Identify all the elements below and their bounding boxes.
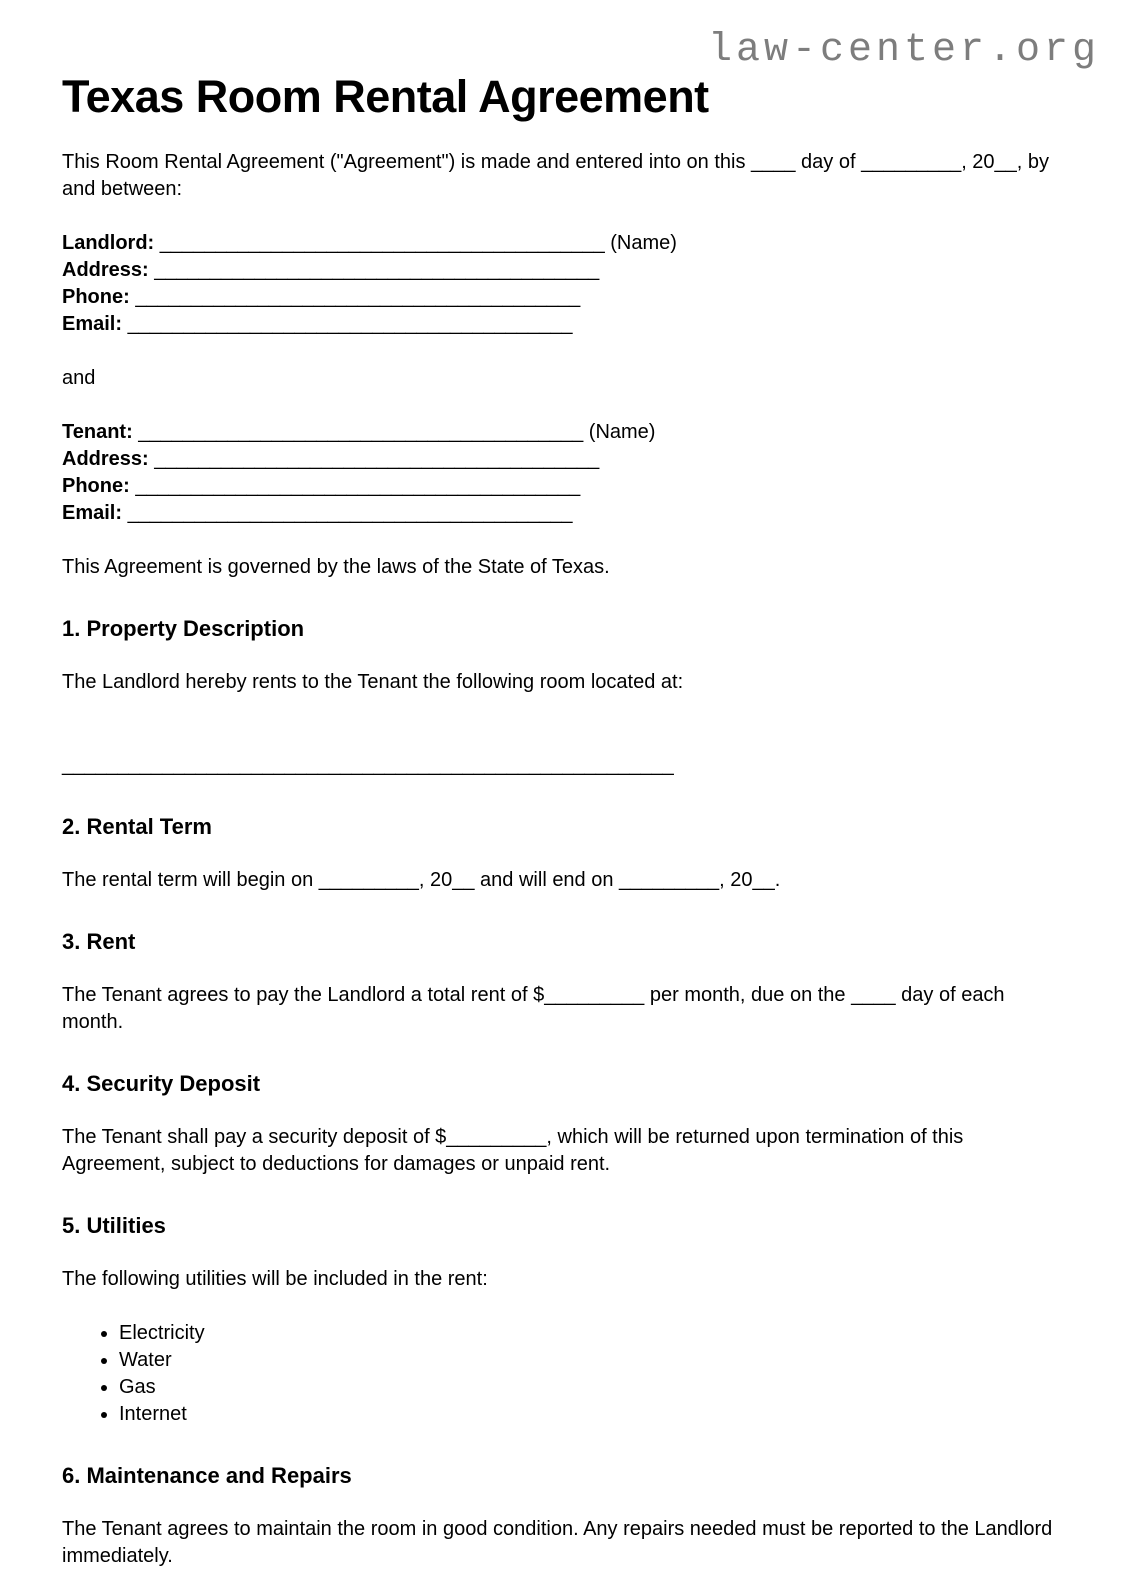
- section-1-heading: 1. Property Description: [62, 615, 305, 641]
- section-2-heading: 2. Rental Term: [62, 813, 212, 839]
- tenant-phone-label: Phone:: [62, 474, 130, 497]
- section-5-heading: 5. Utilities: [62, 1212, 166, 1238]
- landlord-phone-row: [62, 284, 1070, 311]
- watermark-law-center-org: law-center.org: [707, 28, 1100, 73]
- connector-and: and: [62, 366, 96, 389]
- tenant-phone-row: [62, 473, 1070, 500]
- utility-item-water: • Water: [119, 1347, 1070, 1374]
- landlord-name-blank: ________________________________________: [159, 231, 605, 254]
- document-title: Texas Room Rental Agreement: [62, 71, 709, 122]
- tenant-address-label: Address:: [62, 447, 149, 470]
- landlord-email-row: [62, 311, 1070, 338]
- landlord-name-suffix: (Name): [610, 231, 677, 254]
- section-3-heading: 3. Rent: [62, 928, 136, 954]
- tenant-email-blank: ________________________________________: [127, 501, 573, 524]
- landlord-phone-label: Phone:: [62, 285, 130, 308]
- section-4-heading: 4. Security Deposit: [62, 1070, 261, 1096]
- landlord-address-row: [62, 257, 1070, 284]
- utilities-list: [62, 1320, 1070, 1428]
- landlord-block: [62, 230, 1070, 338]
- intro-paragraph: This Room Rental Agreement ("Agreement") is made and entered into on this ____ day of _________, 20__, by and between:: [62, 150, 1050, 200]
- landlord-email-label: Email:: [62, 312, 123, 335]
- tenant-email-label: Email:: [62, 501, 123, 524]
- section-3-body: The Tenant agrees to pay the Landlord a total rent of $_________ per month, due on the ____ day of each month.: [62, 983, 1005, 1033]
- tenant-email-row: [62, 500, 1070, 527]
- landlord-label: Landlord:: [62, 231, 155, 254]
- landlord-phone-blank: ________________________________________: [135, 285, 581, 308]
- landlord-name-row: [62, 230, 1070, 257]
- section-2-body: The rental term will begin on _________, 20__ and will end on _________, 20__.: [62, 868, 781, 891]
- tenant-label: Tenant:: [62, 420, 133, 443]
- section-4-body: The Tenant shall pay a security deposit of $_________, which will be returned upon termination of this Agreement, subject to deductions for damages or unpaid rent.: [62, 1125, 964, 1175]
- utility-item-electricity: • Electricity: [119, 1320, 1070, 1347]
- utility-item-gas: • Gas: [119, 1374, 1070, 1401]
- landlord-address-blank: ________________________________________: [154, 258, 600, 281]
- tenant-name-suffix: (Name): [588, 420, 656, 443]
- section-6-body: The Tenant agrees to maintain the room in good condition. Any repairs needed must be reported to the Landlord immediately.: [62, 1517, 1053, 1567]
- utility-item-internet: • Internet: [119, 1401, 1070, 1428]
- governing-law-text: This Agreement is governed by the laws of the State of Texas.: [62, 555, 610, 578]
- tenant-block: [62, 419, 1070, 527]
- tenant-address-row: [62, 446, 1070, 473]
- tenant-name-row: [62, 419, 1070, 446]
- section-6-heading: 6. Maintenance and Repairs: [62, 1462, 352, 1488]
- landlord-email-blank: ________________________________________: [127, 312, 573, 335]
- tenant-address-blank: ________________________________________: [154, 447, 600, 470]
- tenant-name-blank: ________________________________________: [138, 420, 584, 443]
- section-1-blank-line: _______________________________________________________: [62, 753, 674, 776]
- landlord-address-label: Address:: [62, 258, 149, 281]
- tenant-phone-blank: ________________________________________: [135, 474, 581, 497]
- section-5-body: The following utilities will be included in the rent:: [62, 1267, 488, 1290]
- section-1-body: The Landlord hereby rents to the Tenant the following room located at:: [62, 670, 684, 693]
